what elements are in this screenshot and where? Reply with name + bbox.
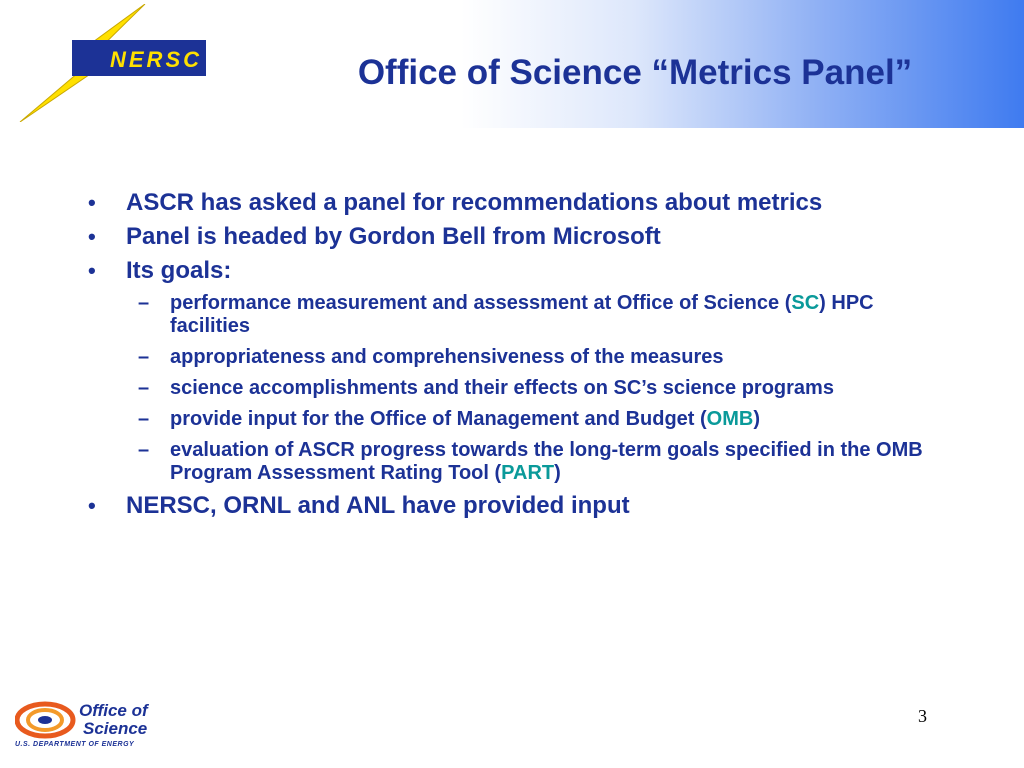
dash-marker: – — [138, 408, 150, 430]
bullet-text: NERSC, ORNL and ANL have provided input — [126, 492, 630, 519]
doe-swirl-icon — [15, 700, 77, 740]
bullet-input-provided — [85, 493, 945, 519]
office-of-science-logo — [15, 700, 175, 752]
nersc-logo-text: NERSC — [110, 47, 203, 72]
goal-ascr-progress — [126, 439, 945, 485]
goal-text-after: ) — [753, 408, 761, 430]
goal-text-before: evaluation of ASCR progress towards the long-term goals specified in the OMB Program Assessment Rating Tool ( — [170, 439, 923, 484]
acronym-omb: OMB — [706, 408, 754, 430]
acronym-sc: SC — [791, 292, 820, 314]
page-title: Office of Science “Metrics Panel” — [357, 53, 913, 92]
acronym-part: PART — [501, 462, 555, 484]
page-number: 3 — [918, 706, 927, 726]
bullet-marker: • — [88, 190, 96, 215]
slide-content — [85, 190, 945, 527]
bullet-text: Its goals: — [126, 257, 232, 284]
goal-text-after: ) HPC facilities — [170, 292, 874, 337]
goal-text: appropriateness and comprehensiveness of the measures — [170, 346, 724, 368]
goal-text-before: performance measurement and assessment at Office of Science ( — [170, 292, 792, 314]
goal-text-before: provide input for the Office of Management and Budget ( — [170, 408, 707, 430]
bullet-text: ASCR has asked a panel for recommendations about metrics — [126, 189, 823, 216]
bullet-marker: • — [88, 258, 96, 283]
goal-text: science accomplishments and their effects on SC’s science programs — [170, 377, 834, 399]
logo-line-office-of: Office of — [79, 701, 148, 720]
bullet-marker: • — [88, 224, 96, 249]
dash-marker: – — [138, 439, 150, 461]
dash-marker: – — [138, 292, 150, 314]
bullet-goals — [85, 258, 945, 284]
bullet-marker: • — [88, 493, 96, 518]
logo-line-doe: U.S. DEPARTMENT OF ENERGY — [15, 741, 135, 748]
logo-line-science: Science — [83, 719, 148, 738]
bullet-ascr-request — [85, 190, 945, 216]
bullet-panel-head — [85, 224, 945, 250]
dash-marker: – — [138, 377, 150, 399]
goal-text-after: ) — [554, 462, 561, 484]
nersc-logo — [10, 4, 210, 122]
dash-marker: – — [138, 346, 150, 368]
goal-omb-input — [126, 408, 945, 431]
goal-performance-measurement — [126, 292, 945, 338]
bullet-text: Panel is headed by Gordon Bell from Microsoft — [126, 223, 661, 250]
goal-appropriateness — [126, 346, 945, 369]
goal-science-accomplishments — [126, 377, 945, 400]
